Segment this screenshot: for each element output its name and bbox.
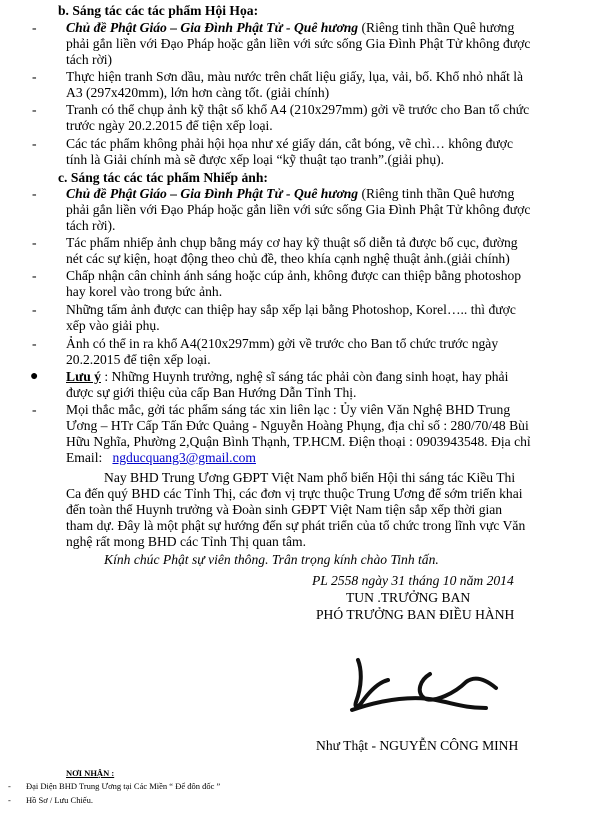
section-b-item-4-line-2: tính là Giải chính mà sẽ được xếp loại “kỹ thuật tạo tranh”.(giải phụ). (66, 152, 445, 167)
section-b-item-1-line-1: Chủ đề Phật Giáo – Gia Đình Phật Tử - Quê hương (Riêng tinh thần Quê hương (66, 20, 515, 35)
bullet-dash: - (32, 136, 37, 151)
note-bullet: ● (30, 369, 39, 384)
section-c-heading: c. Sáng tác các tác phẩm Nhiếp ảnh: (58, 170, 268, 185)
recipient-item-1: Đại Diện BHD Trung Ương tại Các Miền “ Để đôn đốc ” (26, 781, 221, 791)
recipient-dash: - (8, 781, 11, 791)
handwritten-signature (346, 652, 526, 718)
note-label: Lưu ý (66, 369, 101, 384)
recipients-heading: NƠI NHẬN : (66, 768, 115, 778)
section-b-item-4-line-1: Các tác phẩm không phải hội họa như xé giấy dán, cắt bóng, vẽ chì… không được (66, 136, 513, 151)
email-label: Email: (66, 450, 103, 465)
announcement-line-5: nghệ rất mong BHD các Tỉnh Thị quan tâm. (66, 534, 306, 549)
section-b-item-2-line-1: Thực hiện tranh Sơn dầu, màu nước trên chất liệu giấy, lụa, vải, bố. Khổ nhỏ nhất là (66, 69, 524, 84)
section-c-item-1-line-1: Chủ đề Phật Giáo – Gia Đình Phật Tử - Quê hương (Riêng tinh thần Quê hương (66, 186, 515, 201)
theme-lead: Chủ đề Phật Giáo – Gia Đình Phật Tử - Quê hương (66, 186, 359, 201)
section-c-item-2-line-2: nét các sự kiện, hoạt động theo chủ đề, theo khía cạnh nghệ thuật ảnh.(giải chính) (66, 251, 510, 266)
section-b-item-2-line-2: A3 (297x420mm), lớn hơn càng tốt. (giải chính) (66, 85, 330, 100)
bullet-dash: - (32, 302, 37, 317)
section-c-item-5-line-2: 20.2.2015 để tiện xếp loại. (66, 352, 211, 367)
bullet-dash: - (32, 235, 37, 250)
bullet-dash: - (32, 268, 37, 283)
bullet-dash: - (32, 402, 37, 417)
section-c-item-1-line-3: tách rời). (66, 218, 116, 233)
signature-role-1: TUN .TRƯỞNG BAN (346, 590, 471, 605)
contact-line-1: Mọi thắc mắc, gởi tác phẩm sáng tác xin liên lạc : Ủy viên Văn Nghệ BHD Trung (66, 402, 511, 417)
section-c-item-2-line-1: Tác phẩm nhiếp ảnh chụp bằng máy cơ hay kỹ thuật số diễn tả được bố cục, đường (66, 235, 518, 250)
section-c-item-3-line-1: Chấp nhận cân chỉnh ánh sáng hoặc cúp ảnh, không được can thiệp bằng photoshop (66, 268, 522, 283)
bullet-dash: - (32, 336, 37, 351)
bullet-dash: - (32, 20, 37, 35)
announcement-line-2: Ca đến quý BHD các Tỉnh Thị, các đơn vị trực thuộc Trung Ương để sớm triển khai (66, 486, 523, 501)
section-b-heading: b. Sáng tác các tác phẩm Hội Họa: (58, 3, 259, 18)
contact-line-2: Ương – HTr Cấp Tấn Đức Quảng - Nguyễn Hoàng Phụng, địa chỉ số : 280/70/48 Bùi (66, 418, 529, 433)
bullet-dash: - (32, 102, 37, 117)
section-c-item-5-line-1: Ảnh có thể in ra khổ A4(210x297mm) gởi về trước cho Ban tổ chức trước ngày (66, 336, 499, 351)
bullet-dash: - (32, 69, 37, 84)
email-link[interactable]: ngducquang3@gmail.com (112, 450, 256, 465)
contact-line-3: Hữu Nghĩa, Phường 2,Quận Bình Thạnh, TP.HCM. Điện thoại : 0903943548. Địa chỉ (66, 434, 531, 449)
signer-name: Như Thật - NGUYỄN CÔNG MINH (316, 738, 519, 753)
theme-lead: Chủ đề Phật Giáo – Gia Đình Phật Tử - Quê hương (66, 20, 359, 35)
announcement-line-4: tham dự. Đây là một phật sự hướng đến sự phát triển của tổ chức trong lĩnh vực Văn (66, 518, 526, 533)
note-line-2: được sự giới thiệu của cấp Ban Hướng Dẫn Tỉnh Thị. (66, 385, 357, 400)
closing-line: Kính chúc Phật sự viên thông. Trân trọng kính chào Tinh tấn. (104, 552, 439, 567)
contact-email-line (66, 450, 256, 466)
section-b-item-1-line-2: phải gắn liền với Đạo Pháp hoặc gắn liền với sức sống Gia Đình Phật Tử không được (66, 36, 531, 51)
announcement-line-1: Nay BHD Trung Ương GĐPT Việt Nam phổ biến Hội thi sáng tác Kiều Thi (104, 470, 516, 485)
section-c-item-4-line-2: xếp vào giải phụ. (66, 318, 160, 333)
bullet-dash: - (32, 186, 37, 201)
announcement-line-3: đến toàn thể Huynh trưởng và Đoàn sinh GĐPT Việt Nam tiện sắp xếp thời gian (66, 502, 503, 517)
section-b-item-1-line-3: tách rời) (66, 52, 113, 67)
note-line-1: Lưu ý : Những Huynh trưởng, nghệ sĩ sáng tác phải còn đang sinh hoạt, hay phải (66, 369, 509, 384)
section-b-item-3-line-1: Tranh có thể chụp ảnh kỹ thật số khổ A4 (210x297mm) gởi về trước cho Ban tổ chức (66, 102, 530, 117)
recipient-dash: - (8, 795, 11, 805)
signature-date: PL 2558 ngày 31 tháng 10 năm 2014 (312, 573, 514, 588)
section-c-item-1-line-2: phải gắn liền với Đạo Pháp hoặc gắn liền với sức sống Gia Đình Phật Tử không được (66, 202, 531, 217)
section-c-item-3-line-2: hay korel vào trong bức ảnh. (66, 284, 223, 299)
section-b-item-3-line-2: trước ngày 20.2.2015 để tiện xếp loại. (66, 118, 273, 133)
recipient-item-2: Hồ Sơ / Lưu Chiếu. (26, 795, 93, 805)
section-c-item-4-line-1: Những tấm ảnh được can thiệp hay sắp xếp lại bằng Photoshop, Korel….. thì được (66, 302, 516, 317)
signature-role-2: PHÓ TRƯỞNG BAN ĐIỀU HÀNH (316, 607, 515, 622)
